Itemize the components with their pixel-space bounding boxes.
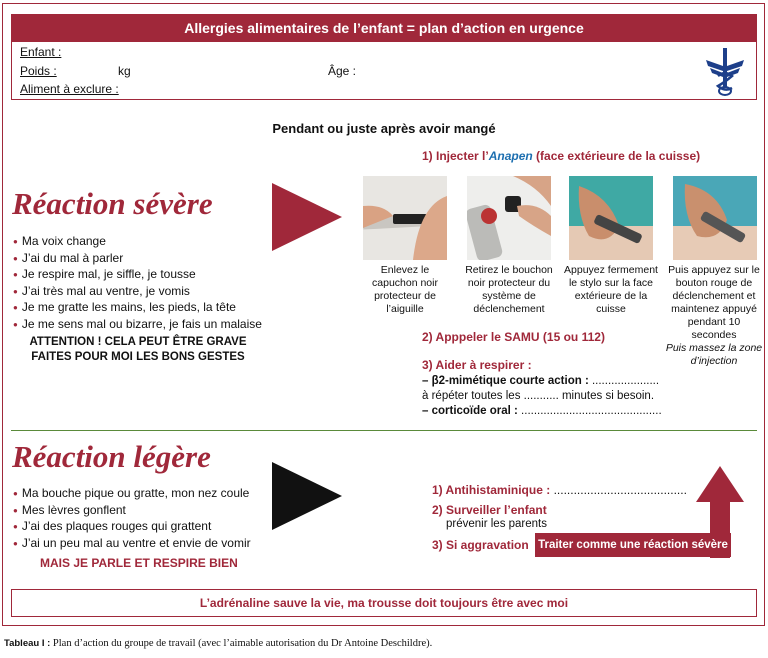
step-help-breathe: 3) Aider à respirer : [422,358,532,372]
child-info-box [11,42,757,100]
severe-arrow-icon [272,183,342,251]
breathing-aid-details: – β2-mimétique courte action : ..................... à répéter toutes les ........... minutes si besoin. – corticoïde oral : ............................................ [422,375,662,417]
plan-title: Allergies alimentaires de l’enfant = plan d’action en urgence [11,14,757,42]
pendant-heading: Pendant ou juste après avoir mangé [272,121,496,136]
list-item: ● Mes lèvres gonflent [13,503,251,520]
age-label: Âge : [328,64,357,78]
caption-step-4-italic: Puis massez la zone d’injection [665,342,763,367]
aggravation-box: Traiter comme une réaction sévère [535,533,731,557]
footer-banner: L’adrénaline sauve la vie, ma trousse doit toujours être avec moi [11,589,757,617]
photo-press-thigh [569,176,653,260]
list-item: ● J’ai du mal à parler [13,251,262,268]
photo-press-button [673,176,757,260]
anapen-brand: Anapen [488,149,533,163]
list-item: ● Je me sens mal ou bizarre, je fais un malaise [13,317,262,334]
list-item: ● Je me gratte les mains, les pieds, la tête [13,300,262,317]
step-call-samu: 2) Apppeler le SAMU (15 ou 112) [422,330,605,344]
step-monitor: 2) Surveiller l’enfant [432,503,547,517]
light-arrow-icon [272,462,342,530]
step-monitor-sub: prévenir les parents [446,518,547,530]
caption-step-3: Appuyez fermement le stylo sur la face extérieure de la cuisse [564,264,658,315]
list-item: ● J’ai des plaques rouges qui grattent [13,519,251,536]
caption-step-4: Puis appuyez sur le bouton rouge de déclenchement et maintenez appuyé pendant 10 secondes Puis massez la zone d’injection [665,264,763,367]
severe-title: Réaction sévère [12,186,213,221]
step-antihistamine: 1) Antihistaminique : ........................................ [432,483,687,497]
list-item: ● Ma bouche pique ou gratte, mon nez coule [13,486,251,503]
section-divider [11,430,757,431]
light-symptom-list [13,486,251,552]
photo-remove-cap [363,176,447,260]
enfant-label: Enfant : [20,45,62,59]
caption-step-2: Retirez le bouchon noir protecteur du système de déclenchement [465,264,553,315]
attention-warning: ATTENTION ! CELA PEUT ÊTRE GRAVE FAITES POUR MOI LES BONS GESTES [29,336,247,363]
poids-label: Poids : [20,64,57,78]
step-inject: 1) Injecter l’Anapen (face extérieure de la cuisse) [422,149,701,163]
severe-symptom-list [13,234,262,333]
table-caption: Tableau I : Plan d’action du groupe de travail (avec l’aimable autorisation du Dr Antoine Deschildre). [4,638,433,649]
list-item: ● Ma voix change [13,234,262,251]
list-item: ● Je respire mal, je siffle, je tousse [13,267,262,284]
list-item: ● J’ai un peu mal au ventre et envie de vomir [13,536,251,553]
list-item: ● J’ai très mal au ventre, je vomis [13,284,262,301]
poids-unit: kg [118,64,131,78]
step-aggravation: 3) Si aggravation [432,538,529,552]
photo-remove-stopper [467,176,551,260]
mais-note: MAIS JE PARLE ET RESPIRE BIEN [40,556,238,570]
aliment-label: Aliment à exclure : [20,82,119,96]
caduceus-logo-icon [704,46,746,98]
light-title: Réaction légère [12,439,211,474]
caption-step-1: Enlevez le capuchon noir protecteur de l’aiguille [372,264,438,315]
